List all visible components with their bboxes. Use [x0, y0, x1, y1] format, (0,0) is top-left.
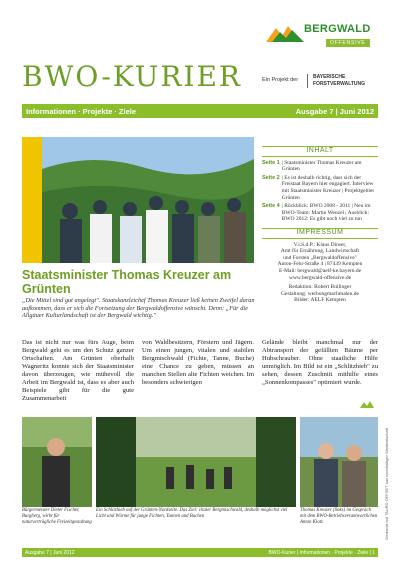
- article-column-2: von Waldbesitzern, Förstern und Jägern. Um einen jungen, vitalen und stabilen Bergmischwald (Fichte, Tanne, Buche) eine Chance zu geben, müssen an manchen Stellen alte Fichten weichen. Im besonders schwierigen: [142, 339, 254, 386]
- impressum-block: [262, 228, 378, 304]
- impressum-line: und Forsten „Bergwaldoffensive": [283, 254, 357, 261]
- impressum-heading: IMPRESSUM: [262, 228, 378, 239]
- print-note-text: Gedruckt auf TAURO OFFSET aus nachhaltiger Waldwirtschaft: [384, 428, 389, 540]
- impressum-line: Anton-Fehr-Straße 4 | 87439 Kempten: [277, 261, 363, 268]
- impressum-line: Redaktion: Robert Bullinger: [288, 284, 352, 291]
- impressum-line: Bilder: AELF Kempten: [294, 297, 346, 304]
- impressum-line: Gestaltung: werbungmachmalen.de: [281, 290, 359, 297]
- inhalt-text: | Es ist deshalb richtig, dass sich der Freistaat Bayern hier engagiert. Interview mit Staatsminister Kreuzer | Projektgebiet Grünten: [281, 174, 374, 201]
- inhalt-page: Seite 2: [262, 174, 280, 181]
- footer-title: BWO-Kurier | Informationen · Projekte · Ziele | 1: [268, 550, 375, 556]
- article-lead: „Die Mittel sind gut angelegt". Staatskanzleichef Thomas Kreuzer ließ keinen Zweifel daran aufkommen, dass er sich die Fortsetzung der Bergwaldoffensive wünscht. Denn: „Für die Allgäuer Kulturlandschaft ist der Bergwald wichtig.": [22, 297, 255, 320]
- footer-issue: Ausgabe 7 | Juni 2012: [25, 550, 75, 556]
- logo-subtitle: OFFENSIVE: [326, 39, 370, 47]
- inhalt-text: | Rückblick: BWO 2008 - 2011 | Neu im BWO-Team: Martin Wenzel | Ausblick: BWO 2012: Es gibt noch viel zu tun: [281, 203, 371, 223]
- ministry-line-1: BAYERISCHE: [313, 74, 346, 80]
- print-note: [384, 420, 392, 540]
- banner-issue: Ausgabe 7 | Juni 2012: [295, 107, 374, 116]
- photo-conversation: [300, 417, 378, 507]
- inhalt-page: Seite 1: [262, 159, 280, 166]
- ministry-line-2: FORSTVERWALTUNG: [313, 81, 366, 87]
- page-footer: [22, 548, 378, 557]
- article-column-1: Das ist nicht nur was fürs Auge, beim Bergwald geht es um den Schutz ganzer Ortschaften. Am Grünten oberhalb Wagneritz konnte sich der Staatsminister davon überzeugen, wie mühevoll die Arbeit im Bergwald ist, dass es aber auch Beispiele gibt für die gute Zusammenarbeit: [22, 339, 134, 402]
- inhalt-page: Seite 4: [262, 203, 280, 210]
- article-headline: Staatsminister Thomas Kreuzer am Grünten: [22, 268, 232, 296]
- impressum-line: V.i.S.d.P.: Klaus Dinser,: [293, 241, 347, 248]
- mountain-logo-icon: [266, 22, 306, 44]
- caption-clearing: Ein Schlitzhieb auf der Grünten-Nordseite. Das Ziel: vitaler Bergmischwald, deshalb möglichst viel Licht und Wärme für junge Fichten, Tannen und Buchen: [96, 508, 288, 519]
- project-of-label: Ein Projekt der: [262, 77, 299, 83]
- inhalt-entry: [262, 203, 378, 223]
- photo-mayor: [22, 417, 92, 507]
- impressum-line: Amt für Ernährung, Landwirtschaft: [280, 248, 360, 255]
- article-column-3: Gelände bleibt manchmal nur der Abtransport der gefällten Bäume per Hubschrauber. Ohne staatliche Hilfe unmöglich. Im Bild ist ein „Schlitzhieb" zu sehen, dessen Zuschnitt mithilfe eines „Sonnenkompasses" optimiert wurde.: [262, 339, 378, 386]
- banner-tagline: Informationen · Projekte · Ziele: [26, 107, 137, 116]
- section-banner: [22, 104, 378, 118]
- inhalt-entry: [262, 175, 378, 201]
- photo-clearing: [96, 417, 296, 507]
- end-mark-icon: [360, 395, 374, 403]
- inhalt-entry: [262, 160, 378, 173]
- yellow-flag: [22, 137, 42, 263]
- hero-photo: [22, 137, 254, 263]
- logo-wordmark: BERGWALD: [304, 23, 371, 35]
- caption-mayor: Bürgermeister Dieter Fischer, Burgberg, wirbt für naturverträgliche Freizeitgestaltung: [22, 508, 92, 525]
- caption-conversation: Thomas Kreuzer (links) im Gespräch mit dem BWO-Betriebsverantwortlichen Anton Klotz: [300, 508, 378, 525]
- masthead-title: BWO-KURIER: [22, 60, 242, 93]
- inhalt-text: | Staatsminister Thomas Kreuzer am Grünten: [281, 159, 362, 173]
- impressum-line: E-Mail: bergwald@aelf-ke.bayern.de: [278, 267, 362, 274]
- sidebar: [262, 146, 378, 304]
- impressum-line: www.bergwald-offensive.de: [288, 274, 352, 281]
- ministry-label: [307, 74, 383, 88]
- inhalt-heading: INHALT: [262, 146, 378, 157]
